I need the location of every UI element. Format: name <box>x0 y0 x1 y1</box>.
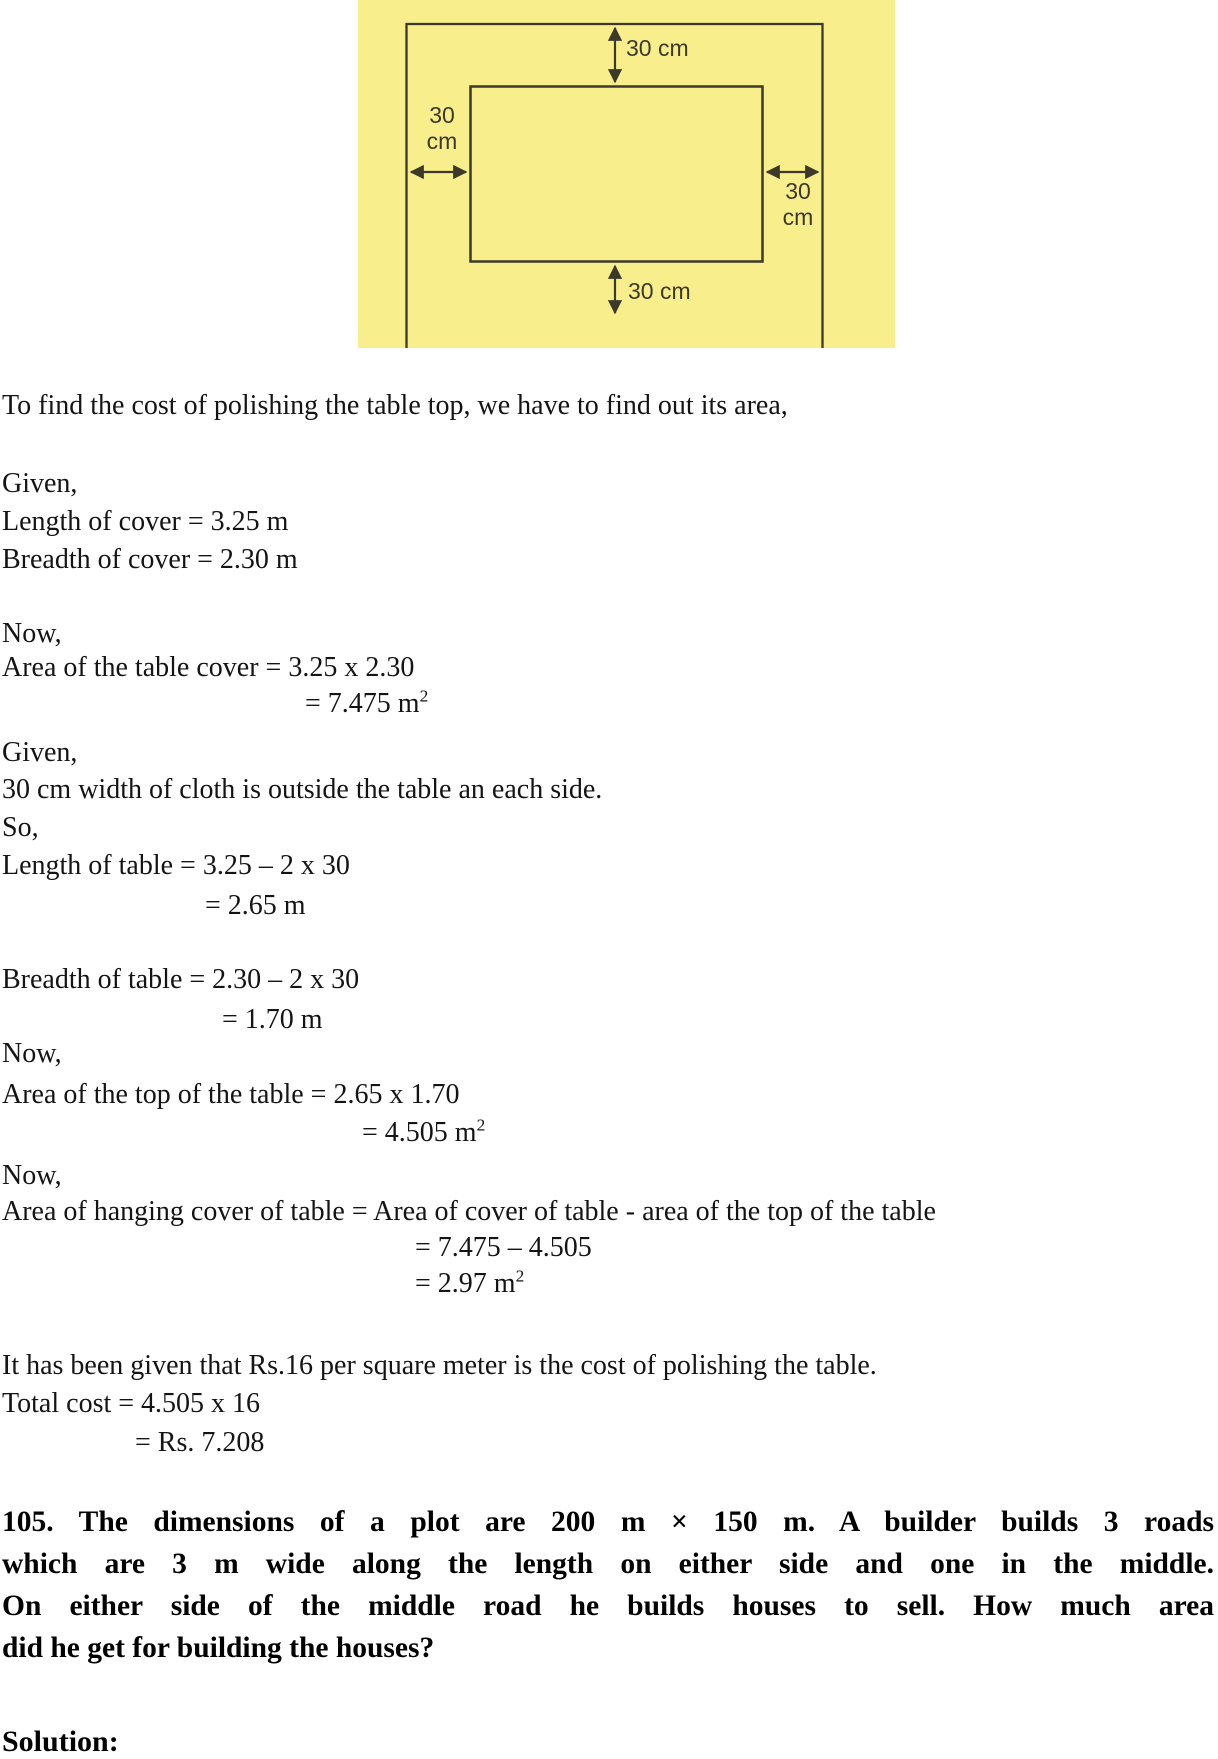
so-label: So, <box>2 812 39 843</box>
now-label-3: Now, <box>2 1160 62 1191</box>
given-label: Given, <box>2 468 78 499</box>
cost-note-line: It has been given that Rs.16 per square meter is the cost of polishing the table. <box>2 1350 877 1381</box>
length-table-equation: Length of table = 3.25 – 2 x 30 <box>2 850 350 881</box>
breadth-table-equation: Breadth of table = 2.30 – 2 x 30 <box>2 964 360 995</box>
hanging-cover-value-1: = 7.475 – 4.505 <box>415 1232 592 1263</box>
intro-line: To find the cost of polishing the table top, we have to find out its area, <box>2 390 788 421</box>
dimension-label-top: 30 cm <box>626 35 689 61</box>
total-cost-equation: Total cost = 4.505 x 16 <box>2 1388 261 1419</box>
question-line-2: which are 3 m wide along the length on either side and one in the middle. <box>2 1548 1214 1580</box>
superscript: 2 <box>476 1115 486 1135</box>
dimension-label-right <box>776 178 820 230</box>
dimension-label-right-unit: cm <box>782 204 814 230</box>
cloth-note-line: 30 cm width of cloth is outside the table an each side. <box>2 774 603 805</box>
now-label: Now, <box>2 618 62 649</box>
area-cover-value <box>305 686 428 722</box>
hanging-cover-value-text: = 2.97 m <box>415 1268 516 1299</box>
area-cover-value-text: = 7.475 m <box>305 688 420 719</box>
table-cover-diagram <box>358 0 895 348</box>
dimension-label-bottom: 30 cm <box>628 278 691 304</box>
dimension-label-right-value: 30 <box>785 178 811 204</box>
dimension-label-left-unit: cm <box>426 128 458 154</box>
total-cost-value: = Rs. 7.208 <box>135 1427 265 1458</box>
breadth-cover-line: Breadth of cover = 2.30 m <box>2 544 298 575</box>
area-top-value-text: = 4.505 m <box>362 1117 477 1148</box>
question-line-3: On either side of the middle road he builds houses to sell. How much area <box>2 1590 1214 1622</box>
breadth-table-value: = 1.70 m <box>222 1004 323 1035</box>
question-line-1: 105. The dimensions of a plot are 200 m × 150 m. A builder builds 3 roads <box>2 1506 1214 1538</box>
superscript: 2 <box>419 686 429 706</box>
dimension-label-left-value: 30 <box>429 102 455 128</box>
area-top-equation: Area of the top of the table = 2.65 x 1.70 <box>2 1079 460 1110</box>
area-top-value <box>362 1115 485 1151</box>
length-table-value: = 2.65 m <box>205 890 306 921</box>
length-cover-line: Length of cover = 3.25 m <box>2 506 289 537</box>
dimension-label-left <box>420 102 464 154</box>
now-label-2: Now, <box>2 1038 62 1069</box>
superscript: 2 <box>515 1266 525 1286</box>
area-cover-equation: Area of the table cover = 3.25 x 2.30 <box>2 652 415 683</box>
question-line-4: did he get for building the houses? <box>2 1632 435 1664</box>
hanging-cover-value-2 <box>415 1266 524 1302</box>
solution-label: Solution: <box>2 1725 119 1758</box>
table-top-rectangle <box>471 87 763 262</box>
given-label-2: Given, <box>2 737 78 768</box>
hanging-cover-equation: Area of hanging cover of table = Area of cover of table - area of the top of the table <box>2 1196 936 1227</box>
